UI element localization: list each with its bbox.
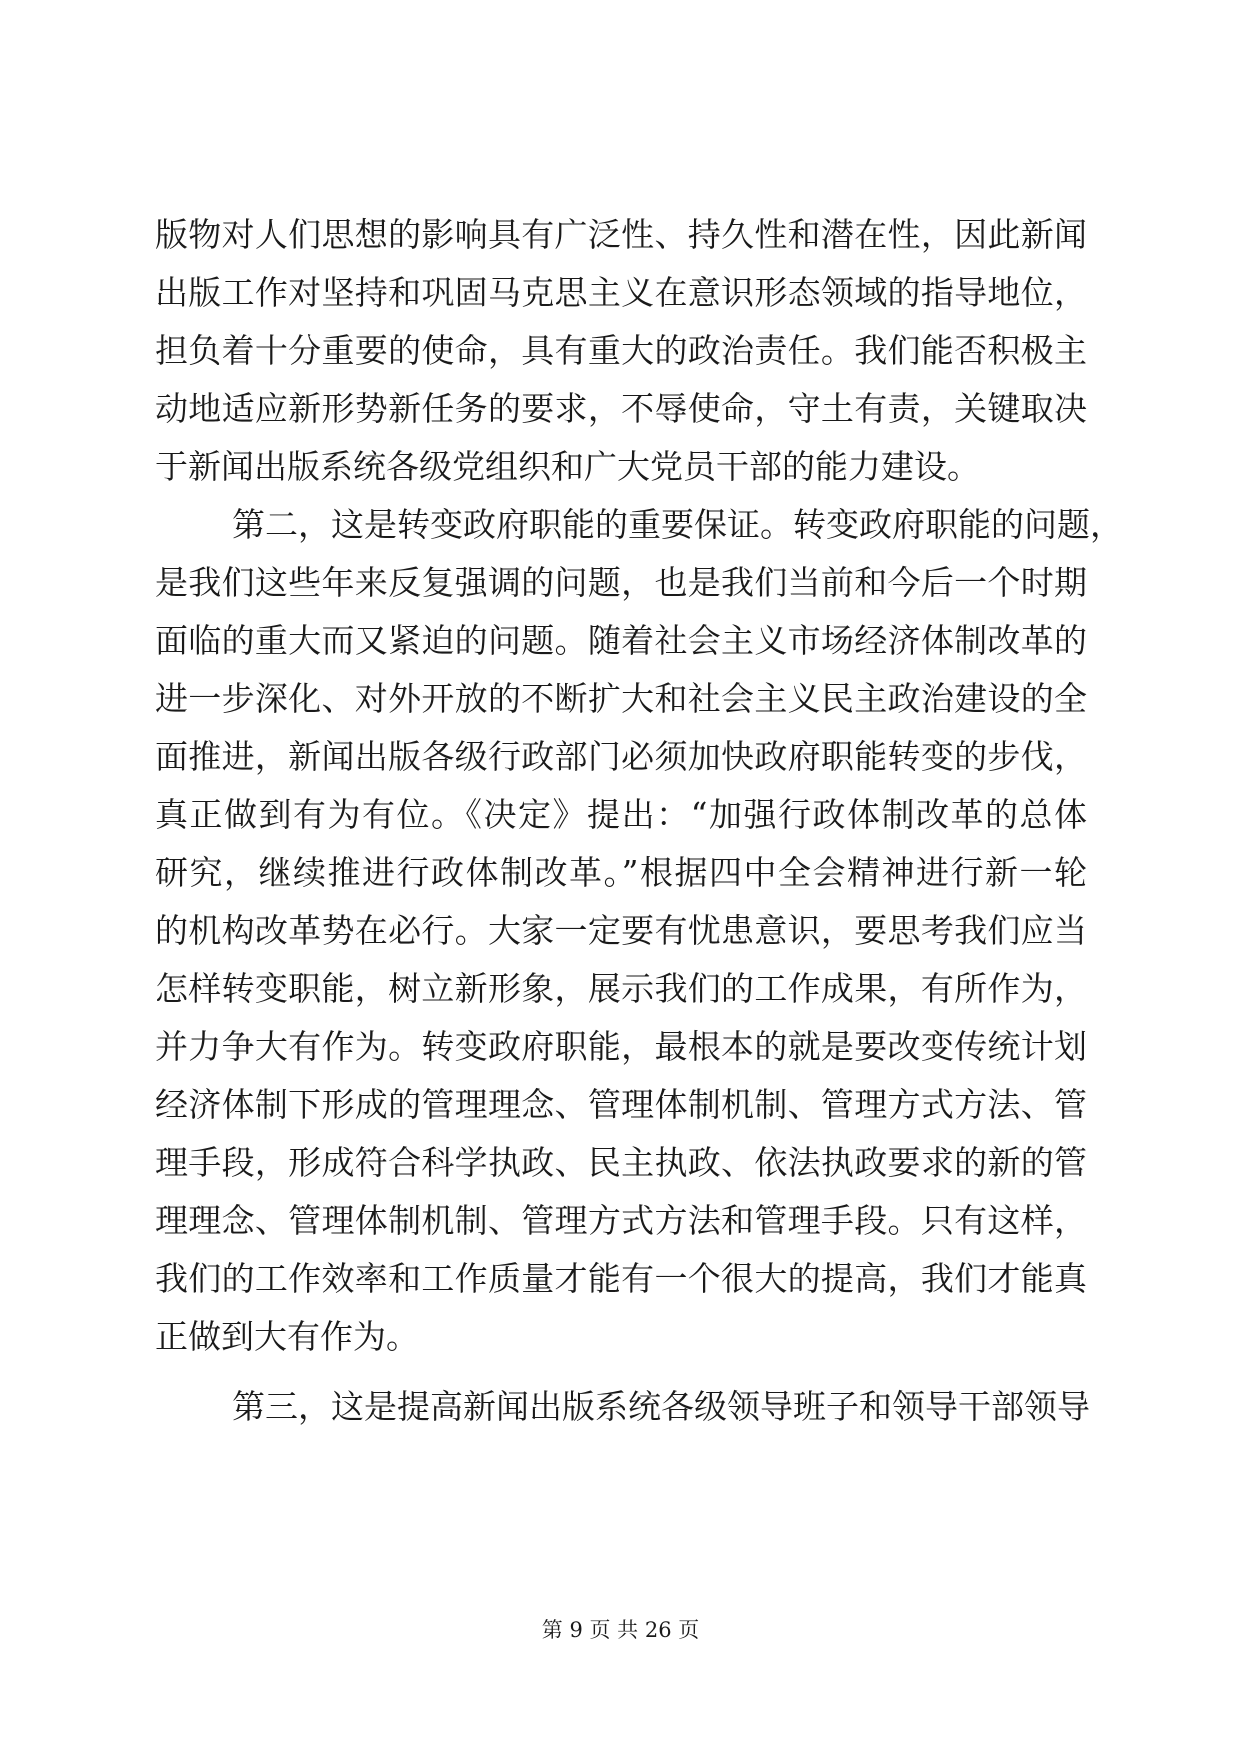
text-line: 并力争大有作为。转变政府职能，最根本的就是要改变传统计划 [155,1027,1087,1066]
text-line: 面临的重大而又紧迫的问题。随着社会主义市场经济体制改革的 [155,621,1087,660]
paragraph-1 [155,206,1087,496]
text-line: 动地适应新形势新任务的要求，不辱使命，守土有责，关键取决 [155,389,1087,428]
text-line: 真正做到有为有位。《决定》提出：“加强行政体制改革的总体 [155,795,1087,834]
paragraph-spacing [155,1366,1087,1378]
text-line: 研究，继续推进行政体制改革。”根据四中全会精神进行新一轮 [155,853,1087,892]
paragraph-3 [155,1378,1090,1436]
text-line: 理理念、管理体制机制、管理方式方法和管理手段。只有这样， [155,1201,1087,1240]
text-line: 怎样转变职能，树立新形象，展示我们的工作成果，有所作为， [155,969,1087,1008]
text-line: 出版工作对坚持和巩固马克思主义在意识形态领域的指导地位， [155,273,1087,312]
text-line: 是我们这些年来反复强调的问题，也是我们当前和今后一个时期 [155,563,1087,602]
text-line: 经济体制下形成的管理理念、管理体制机制、管理方式方法、管 [155,1085,1087,1124]
text-line: 的机构改革势在必行。大家一定要有忧患意识，要思考我们应当 [155,911,1087,950]
text-line: 面推进，新闻出版各级行政部门必须加快政府职能转变的步伐， [155,737,1087,776]
text-line: 理手段，形成符合科学执政、民主执政、依法执政要求的新的管 [155,1143,1087,1182]
text-line: 进一步深化、对外开放的不断扩大和社会主义民主政治建设的全 [155,679,1087,718]
text-line: 第三，这是提高新闻出版系统各级领导班子和领导干部领导 [232,1387,1090,1426]
text-line: 版物对人们思想的影响具有广泛性、持久性和潜在性，因此新闻 [155,215,1087,254]
text-line: 我们的工作效率和工作质量才能有一个很大的提高，我们才能真 [155,1259,1087,1298]
paragraph-2 [155,496,1123,1366]
text-line: 第二，这是转变政府职能的重要保证。转变政府职能的问题， [232,505,1123,544]
text-line: 于新闻出版系统各级党组织和广大党员干部的能力建设。 [155,447,980,486]
page-number-footer: 第 9 页 共 26 页 [541,1618,700,1642]
text-line: 担负着十分重要的使命，具有重大的政治责任。我们能否积极主 [155,331,1087,370]
document-body [155,206,1123,1436]
text-line: 正做到大有作为。 [155,1317,419,1356]
